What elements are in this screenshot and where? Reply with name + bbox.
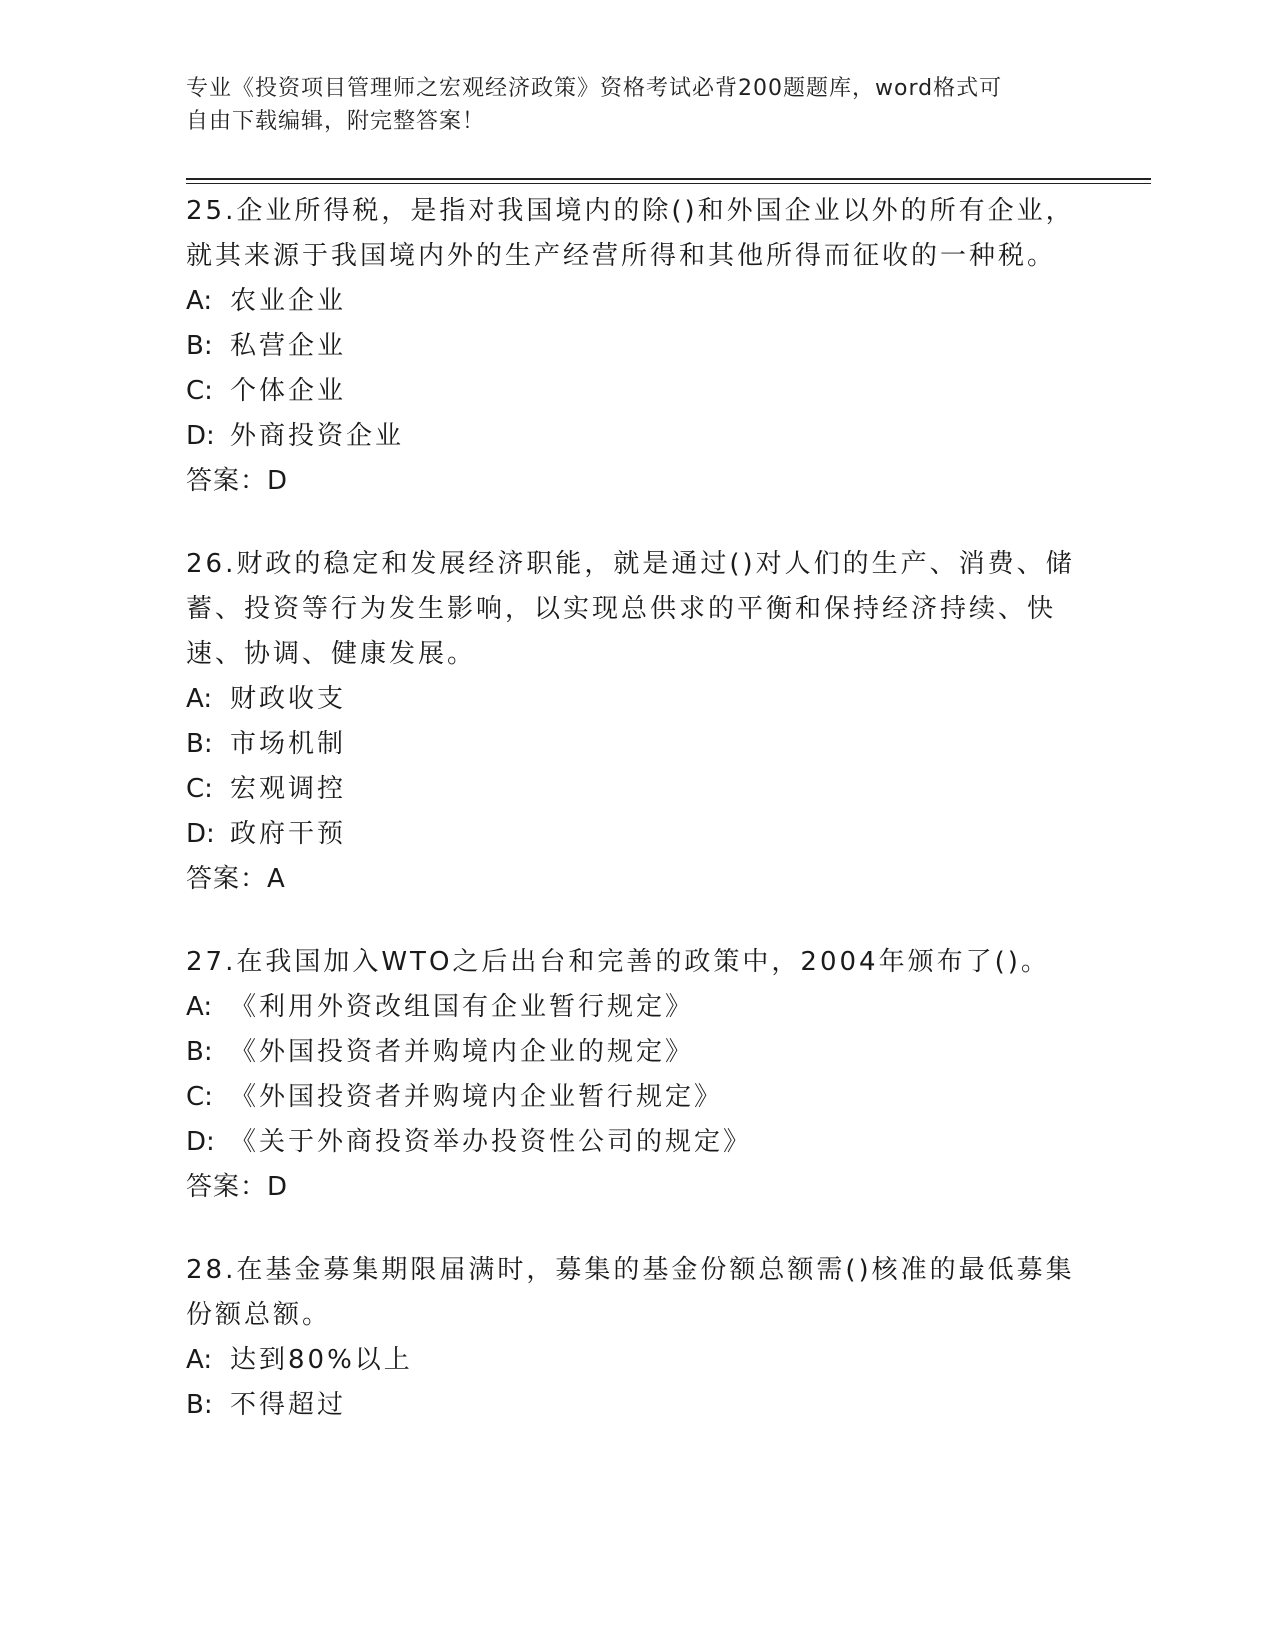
question-list [186, 189, 1086, 1466]
option-c [186, 1075, 1086, 1120]
answer-label: 答案： [186, 466, 268, 496]
option-text: 《关于外商投资举办投资性公司的规定》 [230, 1127, 753, 1157]
option-a [186, 677, 1086, 722]
answer-value: A [267, 864, 286, 894]
option-text: 《外国投资者并购境内企业的规定》 [230, 1037, 695, 1067]
option-d [186, 1120, 1086, 1165]
question-stem-line: 25.企业所得税，是指对我国境内的除()和外国企业以外的所有企业， [186, 196, 1075, 226]
question-stem-line: 蓄、投资等行为发生影响，以实现总供求的平衡和保持经济持续、快 [186, 594, 1057, 624]
option-a [186, 279, 1086, 324]
header-divider-thin [186, 183, 1151, 184]
option-text: 私营企业 [230, 331, 347, 361]
header-line-1: 专业《投资项目管理师之宏观经济政策》资格考试必背200题题库，word格式可 [186, 76, 1003, 101]
answer-label: 答案： [186, 1172, 268, 1202]
document-header [186, 72, 1066, 138]
question-25 [186, 189, 1086, 504]
question-28 [186, 1248, 1086, 1428]
question-stem-line: 27.在我国加入WTO之后出台和完善的政策中，2004年颁布了()。 [186, 947, 1050, 977]
option-letter: B: [186, 331, 213, 361]
option-text: 农业企业 [230, 286, 347, 316]
option-d [186, 812, 1086, 857]
question-stem-line: 速、协调、健康发展。 [186, 639, 477, 669]
answer-value: D [267, 1172, 289, 1202]
answer-line [186, 1165, 1086, 1210]
option-letter: B: [186, 729, 213, 759]
option-letter: A: [186, 684, 213, 714]
option-letter: C: [186, 1082, 213, 1112]
option-letter: C: [186, 376, 213, 406]
option-letter: D: [186, 819, 215, 849]
option-a [186, 985, 1086, 1030]
option-d [186, 414, 1086, 459]
option-letter: A: [186, 1345, 213, 1375]
option-letter: D: [186, 421, 215, 451]
answer-line [186, 857, 1086, 902]
question-stem-line: 份额总额。 [186, 1300, 332, 1330]
option-text: 达到80%以上 [230, 1345, 413, 1375]
question-stem-line: 28.在基金募集期限届满时，募集的基金份额总额需()核准的最低募集 [186, 1255, 1075, 1285]
option-text: 宏观调控 [230, 774, 347, 804]
question-27 [186, 940, 1086, 1210]
option-text: 政府干预 [230, 819, 347, 849]
option-c [186, 767, 1086, 812]
option-b [186, 324, 1086, 369]
answer-label: 答案： [186, 864, 268, 894]
option-letter: B: [186, 1037, 213, 1067]
option-letter: B: [186, 1390, 213, 1420]
option-letter: A: [186, 992, 213, 1022]
option-b [186, 1030, 1086, 1075]
option-letter: D: [186, 1127, 215, 1157]
question-stem-line: 26.财政的稳定和发展经济职能，就是通过()对人们的生产、消费、储 [186, 549, 1075, 579]
option-text: 不得超过 [230, 1390, 347, 1420]
option-a [186, 1338, 1086, 1383]
option-text: 《利用外资改组国有企业暂行规定》 [230, 992, 695, 1022]
answer-line [186, 459, 1086, 504]
option-b [186, 722, 1086, 767]
option-text: 财政收支 [230, 684, 347, 714]
option-letter: C: [186, 774, 213, 804]
option-b [186, 1383, 1086, 1428]
answer-value: D [267, 466, 289, 496]
option-text: 《外国投资者并购境内企业暂行规定》 [230, 1082, 724, 1112]
option-c [186, 369, 1086, 414]
option-letter: A: [186, 286, 213, 316]
header-line-2: 自由下载编辑，附完整答案！ [186, 109, 486, 134]
header-divider-thick [186, 178, 1151, 180]
question-26 [186, 542, 1086, 902]
option-text: 个体企业 [230, 376, 347, 406]
question-stem-line: 就其来源于我国境内外的生产经营所得和其他所得而征收的一种税。 [186, 241, 1057, 271]
option-text: 市场机制 [230, 729, 347, 759]
option-text: 外商投资企业 [230, 421, 405, 451]
